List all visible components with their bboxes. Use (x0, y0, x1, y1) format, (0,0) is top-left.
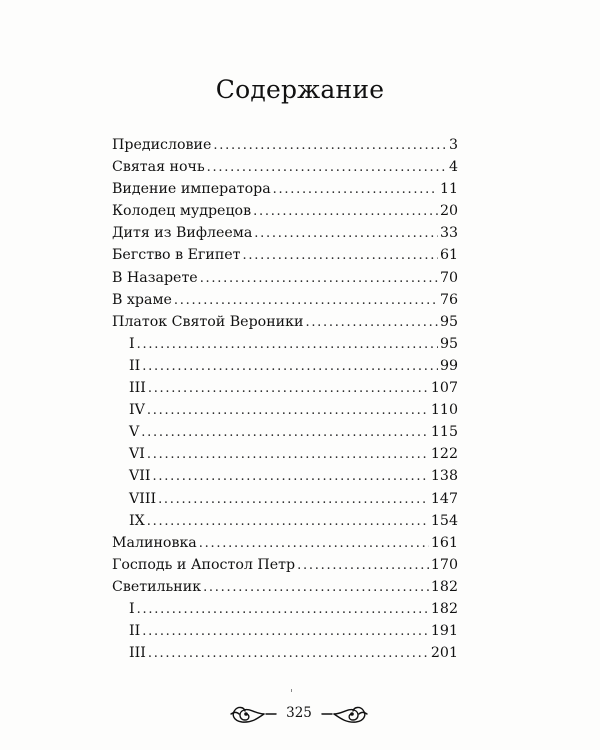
toc-entry-page: 182 (430, 578, 458, 595)
toc-subentry (112, 620, 458, 642)
toc-subentry (112, 465, 458, 487)
dot-leader (207, 157, 447, 179)
toc-entry-title: IX (129, 512, 145, 529)
toc-entry (112, 178, 458, 200)
toc-entry (112, 244, 458, 266)
toc-entry (112, 532, 458, 554)
toc-entry-title: Колодец мудрецов (112, 203, 252, 220)
toc-entry (112, 222, 458, 244)
toc-entry-page: 11 (439, 181, 458, 198)
toc-entry (112, 156, 458, 178)
dot-leader (142, 621, 429, 643)
toc-subentry (112, 355, 458, 377)
toc-entry-title: Платок Святой Вероники (112, 313, 304, 330)
toc-entry-title: III (129, 645, 146, 662)
toc-entry-title: V (129, 424, 140, 441)
toc-subentry (112, 377, 458, 399)
dot-leader (158, 489, 429, 511)
toc-entry-title: Предисловие (112, 137, 212, 153)
toc-entry-title: VIII (129, 490, 157, 507)
toc-subentry (112, 642, 458, 664)
page-title: Содержание (215, 74, 385, 104)
dot-leader (148, 378, 429, 400)
toc-subentry (112, 399, 458, 421)
dot-leader (305, 312, 437, 334)
dot-leader (147, 400, 429, 422)
dot-leader (243, 245, 438, 267)
dot-leader (199, 533, 429, 555)
toc-subentry (112, 510, 458, 532)
toc-entry-title: В Назарете (112, 269, 198, 286)
toc-entry-page: 107 (430, 380, 458, 397)
toc-entry (112, 200, 458, 222)
dot-leader (141, 422, 429, 444)
toc-entry-page: 76 (439, 291, 458, 308)
toc-entry-page: 33 (439, 225, 458, 242)
toc-entry-page: 20 (439, 203, 458, 220)
toc-entry-page: 99 (439, 357, 458, 374)
dot-leader (152, 466, 428, 488)
toc-subentry (112, 421, 458, 443)
toc-entry-title: В храме (112, 291, 172, 308)
toc-entry-title: VII (129, 468, 151, 485)
dot-leader (137, 599, 429, 621)
toc-entry-page: 191 (430, 623, 458, 640)
toc-entry-page: 170 (430, 556, 458, 573)
toc-entry-page: 161 (430, 534, 458, 551)
dot-leader (254, 223, 438, 245)
dot-leader (200, 268, 438, 290)
toc-entry-title: Светильник (112, 578, 202, 595)
dot-leader (147, 444, 429, 466)
dot-leader (273, 179, 438, 201)
dot-leader (203, 577, 429, 599)
toc-entry-page: 138 (430, 468, 458, 485)
toc-entry-title: III (129, 380, 146, 397)
table-of-contents (112, 134, 458, 664)
toc-subentry (112, 488, 458, 510)
toc-entry (112, 311, 458, 333)
toc-subentry (112, 333, 458, 355)
toc-entry-title: II (129, 357, 141, 374)
toc-entry-page: 61 (439, 247, 458, 264)
page-number: 325 (286, 705, 312, 721)
dot-leader (142, 356, 438, 378)
toc-entry-title: Господь и Апостол Петр (112, 556, 296, 573)
toc-entry-title: Бегство в Египет (112, 247, 241, 264)
toc-entry (112, 576, 458, 598)
toc-entry (112, 289, 458, 311)
toc-entry-page: 147 (430, 490, 458, 507)
toc-entry-page: 115 (430, 424, 458, 441)
toc-entry-title: Дитя из Вифлеема (112, 225, 253, 242)
toc-subentry (112, 443, 458, 465)
toc-entry-page: 4 (448, 159, 458, 176)
toc-entry-page: 154 (430, 512, 458, 529)
dot-leader (147, 511, 429, 533)
toc-entry-title: II (129, 623, 141, 640)
toc-entry-title: I (129, 600, 135, 617)
toc-entry (112, 267, 458, 289)
toc-entry-title: VI (129, 446, 145, 463)
toc-entry-title: Видение императора (112, 181, 271, 198)
toc-entry-page: 201 (430, 645, 458, 662)
toc-entry-title: I (129, 335, 135, 352)
print-speck (291, 689, 292, 692)
toc-entry-page: 95 (439, 335, 458, 352)
dot-leader (253, 201, 438, 223)
toc-entry-page: 110 (430, 402, 458, 419)
toc-entry-title: IV (129, 402, 145, 419)
toc-entry-title: Святая ночь (112, 159, 205, 176)
toc-entry-page: 122 (430, 446, 458, 463)
toc-entry-page: 3 (448, 137, 458, 153)
dot-leader (297, 555, 429, 577)
page-footer (228, 699, 370, 729)
dot-leader (137, 334, 438, 356)
toc-entry-page: 95 (439, 313, 458, 330)
toc-entry (112, 134, 458, 156)
dot-leader (174, 290, 438, 312)
toc-entry-title: Малиновка (112, 534, 197, 551)
dot-leader (148, 643, 429, 665)
toc-subentry (112, 598, 458, 620)
dot-leader (213, 135, 447, 157)
toc-entry-page: 182 (430, 600, 458, 617)
toc-entry (112, 554, 458, 576)
toc-entry-page: 70 (439, 269, 458, 286)
